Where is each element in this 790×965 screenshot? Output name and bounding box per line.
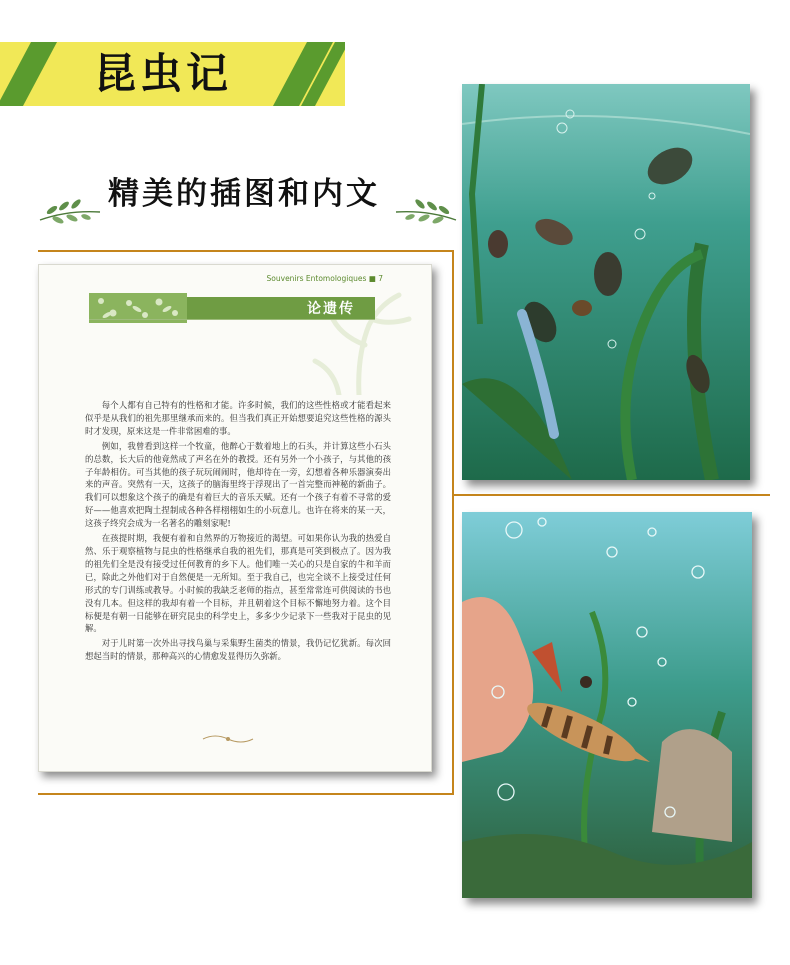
frame-line-bottom: [38, 793, 454, 795]
water-beetles-illustration: [462, 84, 750, 480]
banner-title: 昆虫记: [94, 49, 233, 98]
chapter-banner: [89, 297, 375, 319]
banner-stripe: [0, 42, 57, 106]
body-text: [85, 399, 391, 665]
frame-line-right: [452, 250, 454, 495]
book-page: [38, 264, 432, 772]
paragraph: 在孩提时期，我便有着和自然界的万物接近的渴望。可如果你认为我的热爱自然、乐于观察植物与昆虫的性格继承自我的祖先们，那真是可笑到极点了。因为我的祖先们全是没有接受过任何教育的乡下人。他们唯一关心的只是自家的牛和羊而已，除此之外他们对于自然便是一无所知。至于我自己，也完全谈不上接受过任何形式的专门训练或教导。小时候的我缺乏老师的指点，甚至常常连可供阅读的书也没有几本。但这样的我却有着一个目标，并且朝着这个目标不懈地努力着。这个目标便是有朝一日能够在研究昆虫的科学史上，多多少少记录下一些我对于昆虫的见解。: [85, 533, 391, 634]
coral-watermark-icon: [239, 275, 419, 395]
leaf-sprig-left-icon: [38, 196, 102, 226]
frame-line-top: [38, 250, 452, 252]
leaf-sprig-right-icon: [394, 196, 458, 226]
running-head: Souvenirs Entomologiques ■ 7: [266, 274, 383, 283]
frame-line-right-lower: [452, 494, 454, 794]
end-ornament-icon: [201, 733, 255, 745]
fish-coral-illustration: [462, 512, 752, 898]
subheading: 精美的插图和内文: [108, 176, 380, 212]
chapter-underline: [89, 319, 375, 320]
title-banner: [0, 42, 345, 106]
paragraph: 对于儿时第一次外出寻找鸟巢与采集野生菌类的情景，我仍记忆犹新。每次回想起当时的情景，那种高兴的心情愈发显得历久弥新。: [85, 638, 391, 662]
chapter-title: 论遗传: [307, 301, 355, 317]
frame-line-middle: [452, 494, 770, 496]
paragraph: 每个人都有自己特有的性格和才能。许多时候，我们的这些性格或才能看起来似乎是从我们的祖先那里继承而来的。但当我们真正开始想要追究这些性格的源头时才发现，原来这是一件非常困难的事。: [85, 400, 391, 436]
paragraph: 例如，我曾看到这样一个牧童，他醉心于数着地上的石头，并计算这些小石头的总数，长大后的他竟然成了声名在外的教授。还有另外一个小孩子，与其他的孩子年龄相仿。可当其他的孩子玩玩闹闹时，他却待在一旁，幻想着各种乐器演奏出来的声音。突然有一天，这孩子的脑海里终于浮现出了一首完整而神秘的新曲子。我们可以想象这个孩子的确是有着巨大的音乐天赋。还有一个孩子有着不寻常的爱好——他喜欢把陶土捏制成各种各样栩栩如生的小玩意儿。也许在将来的某一天，这孩子终究会成为一名著名的雕刻家呢!: [85, 440, 391, 529]
